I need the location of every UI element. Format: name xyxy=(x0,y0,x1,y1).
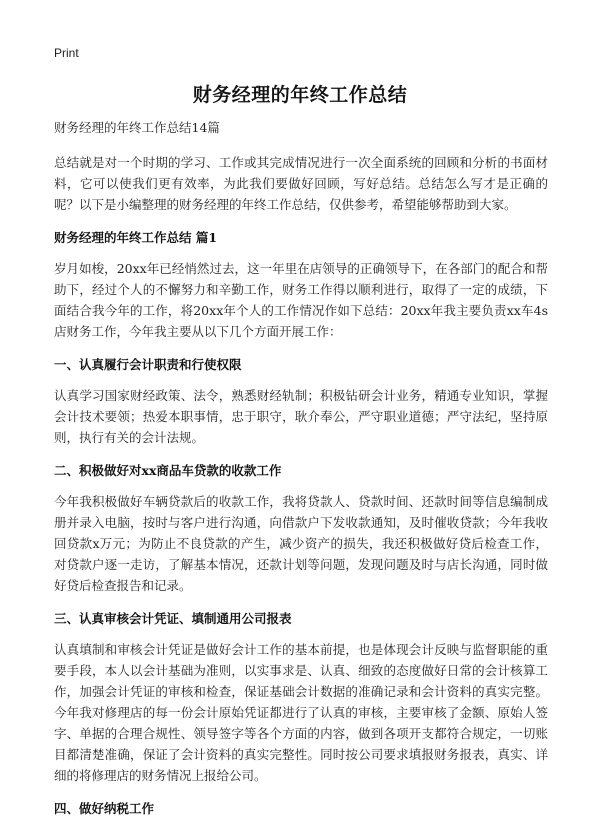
section-heading: 二、积极做好对xx商品车贷款的收款工作 xyxy=(54,463,282,478)
article-intro-paragraph: 岁月如梭，20xx年已经悄然过去，这一年里在店领导的正确领导下，在各部门的配合和帮助下，经过个人的不懈努力和辛勤工作，财务工作得以顺利进行，取得了一定的成绩，下面结合我今年的工作，将20xx年个人的工作情况作如下总结：20xx年我主要负责xx车4s店财务工作，今年我主要从以下几个方面开展工作： xyxy=(54,261,548,339)
intro-paragraph: 总结就是对一个时期的学习、工作或其完成情况进行一次全面系统的回顾和分析的书面材料，它可以使我们更有效率，为此我们要做好回顾，写好总结。总结怎么写才是正确的呢？以下是小编整理的财务经理的年终工作总结，仅供参考，希望能够帮助到大家。 xyxy=(54,155,548,212)
section-heading: 三、认真审核会计凭证、填制通用公司报表 xyxy=(54,611,292,626)
print-link[interactable]: Print xyxy=(54,46,79,60)
section-paragraph: 今年我积极做好车辆贷款后的收款工作，我将贷款人、贷款时间、还款时间等信息编制成册并录入电脑，按时与客户进行沟通，向借款户下发收款通知，及时催收贷款；今年我收回贷款x万元；为防止不良贷款的产生，减少资产的损失，我还积极做好贷后检查工作，对贷款户逐一走访，了解基本情况，还款计划等问题，发现问题及时与店长沟通，同时做好贷后检查报告和记录。 xyxy=(54,494,548,593)
section-heading: 四、做好纳税工作 xyxy=(54,801,155,816)
document-subtitle: 财务经理的年终工作总结14篇 xyxy=(54,120,220,135)
section-paragraph: 认真填制和审核会计凭证是做好会计工作的基本前提，也是体现会计反映与监督职能的重要手段，本人以会计基础为准则，以实事求是、认真、细致的态度做好日常的会计核算工作，加强会计凭证的审核和检查，保证基础会计数据的准确记录和会计资料的真实完整。今年我对修理店的每一份会计原始凭证都进行了认真的审核，主要审核了金额、原始人签字、单据的合理合规性、领导签字等各个方面的内容，做到各项开支都符合规定，一切账目都清楚准确，保证了会计资料的真实完整性。同时按公司要求填报财务报表，真实、详细的将修理店的财务情况上报给公司。 xyxy=(54,642,548,783)
article-heading: 财务经理的年终工作总结 篇1 xyxy=(54,230,218,245)
section-paragraph: 认真学习国家财经政策、法令，熟悉财经轨制；积极钻研会计业务，精通专业知识，掌握会计技术要领；热爱本职事情，忠于职守，耿介奉公，严守职业道德；严守法纪，坚持原则，执行有关的会计法规。 xyxy=(54,388,548,445)
section-heading: 一、认真履行会计职责和行使权限 xyxy=(54,357,242,372)
page-title: 财务经理的年终工作总结 xyxy=(192,84,408,106)
document-body xyxy=(54,118,548,819)
